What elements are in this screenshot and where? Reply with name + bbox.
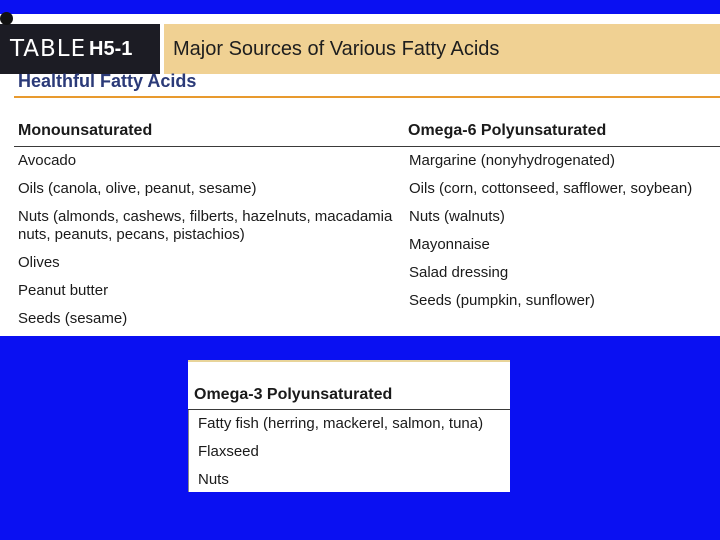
list-item: Nuts (almonds, cashews, filberts, hazelnuts, macadamia nuts, peanuts, pecans, pistachios) [18,208,393,243]
monounsaturated-list [18,150,398,336]
section-title: Healthful Fatty Acids [18,71,197,91]
column-header-divider [14,146,720,147]
list-item: Fatty fish (herring, mackerel, salmon, tuna) [198,415,484,432]
list-item: Olives [18,254,60,271]
list-item: Nuts [198,471,229,488]
bullet-dot [0,12,13,25]
table-header-bar [0,24,720,74]
list-item: Nuts (walnuts) [409,208,505,225]
list-item: Avocado [18,152,77,169]
omega6-list [409,150,720,318]
list-item: Oils (corn, cottonseed, safflower, soybean) [409,180,693,197]
omega3-table [188,360,510,492]
table-number: H5-1 [89,38,133,60]
section-divider [14,96,720,98]
table-badge [0,24,164,74]
list-item: Mayonnaise [409,236,490,253]
list-item: Seeds (sesame) [18,310,128,327]
list-item: Salad dressing [409,264,509,281]
omega3-heading: Omega-3 Polyunsaturated [194,386,393,403]
list-item: Margarine (nonyhydrogenated) [409,152,615,169]
list-item: Peanut butter [18,282,109,299]
omega3-header-divider [188,409,510,410]
monounsaturated-heading: Monounsaturated [18,122,153,139]
list-item: Flaxseed [198,443,259,460]
table-badge-word: TABLE [10,36,87,62]
fatty-acids-table [0,14,720,336]
omega6-heading: Omega-6 Polyunsaturated [408,122,607,139]
omega3-side-border [188,410,189,492]
omega3-list [198,415,483,499]
list-item: Seeds (pumpkin, sunflower) [409,292,595,309]
table-title: Major Sources of Various Fatty Acids [173,38,500,60]
list-item: Oils (canola, olive, peanut, sesame) [18,180,257,197]
omega3-top-divider [188,360,510,362]
